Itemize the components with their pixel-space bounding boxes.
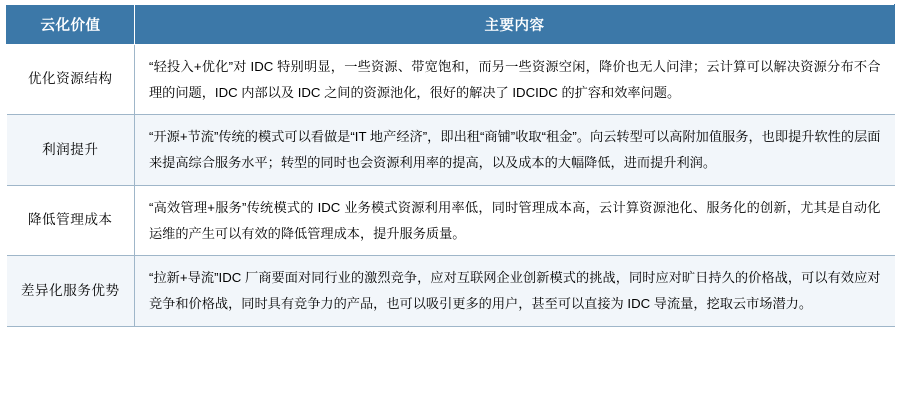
row-key: 降低管理成本 bbox=[7, 185, 135, 255]
row-key: 利润提升 bbox=[7, 115, 135, 185]
row-value: “拉新+导流”IDC 厂商要面对同行业的激烈竞争，应对互联网企业创新模式的挑战，同时应对旷日持久的价格战，可以有效应对竞争和价格战，同时具有竞争力的产品，也可以吸引更多的用户，甚至可以直接为 IDC 导流量，挖取云市场潜力。 bbox=[135, 256, 895, 326]
row-value: “高效管理+服务”传统模式的 IDC 业务模式资源利用率低，同时管理成本高，云计算资源池化、服务化的创新，尤其是自动化运维的产生可以有效的降低管理成本，提升服务质量。 bbox=[135, 185, 895, 255]
row-value: “轻投入+优化”对 IDC 特别明显，一些资源、带宽饱和，而另一些资源空闲，降价也无人问津；云计算可以解决资源分布不合理的问题，IDC 内部以及 IDC 之间的资源池化，很好的解决了 IDCIDC 的扩容和效率问题。 bbox=[135, 45, 895, 115]
column-header-key: 云化价值 bbox=[7, 5, 135, 45]
row-key: 差异化服务优势 bbox=[7, 256, 135, 326]
column-header-value: 主要内容 bbox=[135, 5, 895, 45]
table-row bbox=[7, 115, 895, 185]
row-value: “开源+节流”传统的模式可以看做是“IT 地产经济”，即出租“商铺”收取“租金”。向云转型可以高附加值服务，也即提升软性的层面来提高综合服务水平；转型的同时也会资源利用率的提高，以及成本的大幅降低，进而提升利润。 bbox=[135, 115, 895, 185]
table-body bbox=[7, 45, 895, 327]
table-row bbox=[7, 45, 895, 115]
cloud-value-table bbox=[6, 4, 895, 327]
table-row bbox=[7, 256, 895, 326]
table-header-row bbox=[7, 5, 895, 45]
row-key: 优化资源结构 bbox=[7, 45, 135, 115]
table-row bbox=[7, 185, 895, 255]
table-header bbox=[7, 5, 895, 45]
